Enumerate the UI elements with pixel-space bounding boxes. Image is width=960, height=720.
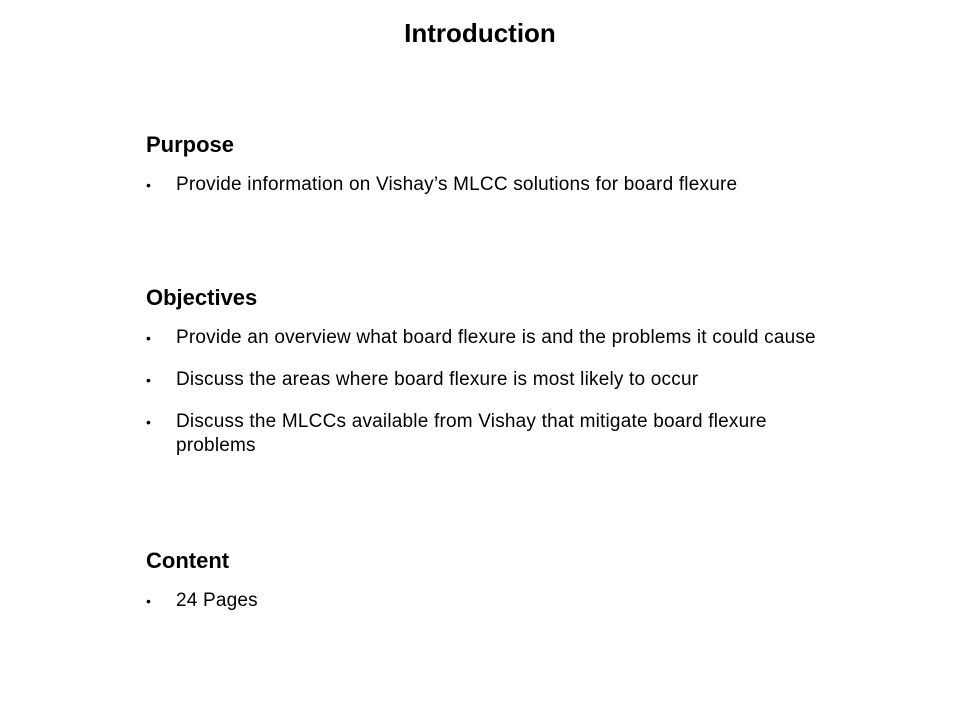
objectives-list	[146, 326, 836, 458]
bullet-icon: •	[146, 372, 152, 388]
section-heading-content: Content	[146, 548, 230, 573]
section-heading-objectives: Objectives	[146, 285, 258, 310]
list-item-text: 24 Pages	[176, 590, 258, 611]
list-item-text: Discuss the areas where board flexure is most likely to occur	[176, 369, 699, 390]
content-list	[146, 589, 836, 613]
list-item	[146, 368, 836, 392]
bullet-icon: •	[146, 330, 152, 346]
list-item	[146, 326, 836, 350]
list-item	[146, 589, 836, 613]
list-item-text: Discuss the MLCCs available from Vishay that mitigate board flexure problems	[176, 411, 767, 456]
section-purpose	[146, 131, 836, 215]
list-item-text: Provide information on Vishay’s MLCC solutions for board flexure	[176, 174, 738, 195]
list-item	[146, 410, 836, 458]
section-heading-purpose: Purpose	[146, 132, 235, 157]
bullet-icon: •	[146, 414, 152, 430]
section-objectives	[146, 284, 836, 476]
purpose-list	[146, 173, 836, 197]
bullet-icon: •	[146, 593, 152, 609]
slide-title: Introduction	[404, 18, 556, 48]
list-item	[146, 173, 836, 197]
section-content	[146, 547, 836, 631]
bullet-icon: •	[146, 177, 152, 193]
list-item-text: Provide an overview what board flexure is and the problems it could cause	[176, 327, 816, 348]
